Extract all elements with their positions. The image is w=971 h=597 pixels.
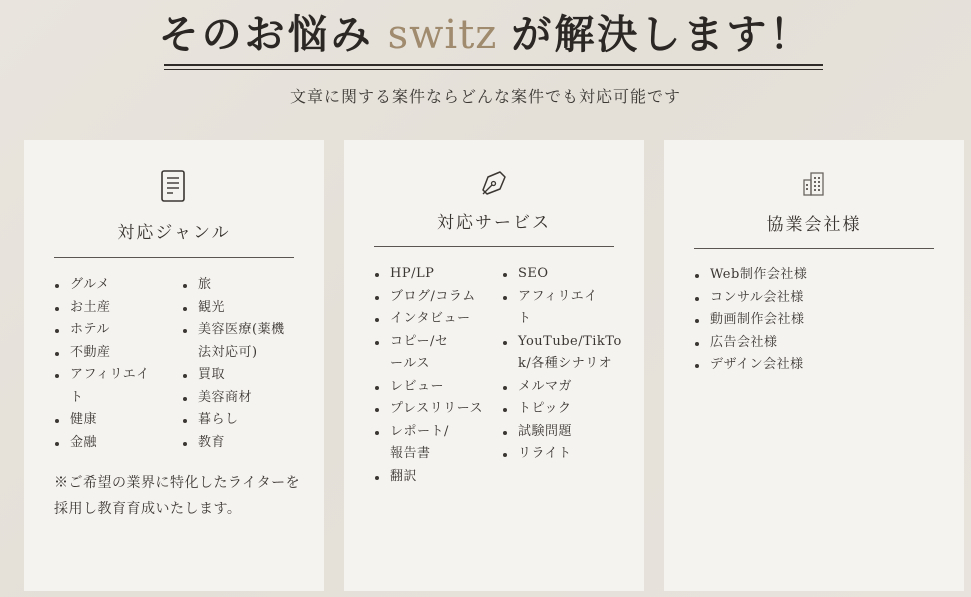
genre-note: ※ご希望の業界に特化したライターを採用し教育育成いたします。 [54, 475, 301, 517]
list-item: 美容医療(薬機法対応可) [182, 319, 298, 364]
list-item: 美容商材 [182, 387, 317, 410]
list-item: HP/LP [374, 263, 494, 286]
genre-list-right [182, 274, 317, 454]
card-genres [24, 140, 324, 591]
list-item: グルメ [54, 274, 174, 297]
list-item: レポート/報告書 [374, 421, 460, 466]
document-icon [24, 168, 324, 210]
pen-nib-icon [344, 168, 644, 202]
list-item: 教育 [182, 432, 317, 455]
list-item: 暮らし [182, 409, 317, 432]
list-item: YouTube/TikTok/各種シナリオ [502, 331, 634, 376]
card-divider [374, 246, 614, 247]
list-item: 旅 [182, 274, 317, 297]
list-item: 広告会社様 [694, 332, 934, 355]
list-item: 健康 [54, 409, 174, 432]
list-item: アフィリエイト [54, 364, 158, 409]
subtitle: 文章に関する案件ならどんな案件でも対応可能です [289, 87, 681, 106]
partner-list [694, 264, 934, 377]
genre-list-left [54, 274, 174, 454]
brand-name: switz [387, 12, 498, 58]
list-item: 動画制作会社様 [694, 309, 934, 332]
card-title: 対応ジャンル [117, 223, 231, 243]
title-underline [164, 64, 823, 70]
service-list-left [374, 263, 494, 488]
card-divider [694, 248, 934, 249]
list-item: ブログ/コラム [374, 286, 494, 309]
list-item: 観光 [182, 297, 317, 320]
list-item: デザイン会社様 [694, 354, 934, 377]
list-item: ホテル [54, 319, 174, 342]
list-item: 金融 [54, 432, 174, 455]
page-title [153, 8, 819, 68]
list-item: 不動産 [54, 342, 174, 365]
list-item: プレスリリース [374, 398, 490, 421]
list-item: レビュー [374, 376, 494, 399]
card-partners [664, 140, 964, 591]
card-divider [54, 257, 294, 258]
list-item: トピック [502, 398, 637, 421]
title-after: が解決します！ [511, 11, 813, 58]
card-title: 協業会社様 [766, 215, 862, 235]
title-before: そのお悩み [158, 11, 374, 58]
list-item: リライト [502, 443, 637, 466]
list-item: Web制作会社様 [694, 264, 934, 287]
list-item: 買取 [182, 364, 317, 387]
list-item: コピー/セールス [374, 331, 460, 376]
card-services [344, 140, 644, 591]
building-icon [664, 170, 964, 202]
service-list-right [502, 263, 637, 466]
list-item: 翻訳 [374, 466, 494, 489]
list-item: お土産 [54, 297, 174, 320]
section-heading [0, 8, 971, 68]
list-item: 試験問題 [502, 421, 637, 444]
list-item: アフィリエイト [502, 286, 608, 331]
list-item: コンサル会社様 [694, 287, 934, 310]
card-title: 対応サービス [437, 213, 551, 233]
list-item: インタビュー [374, 308, 494, 331]
list-item: SEO [502, 263, 637, 286]
list-item: メルマガ [502, 376, 637, 399]
